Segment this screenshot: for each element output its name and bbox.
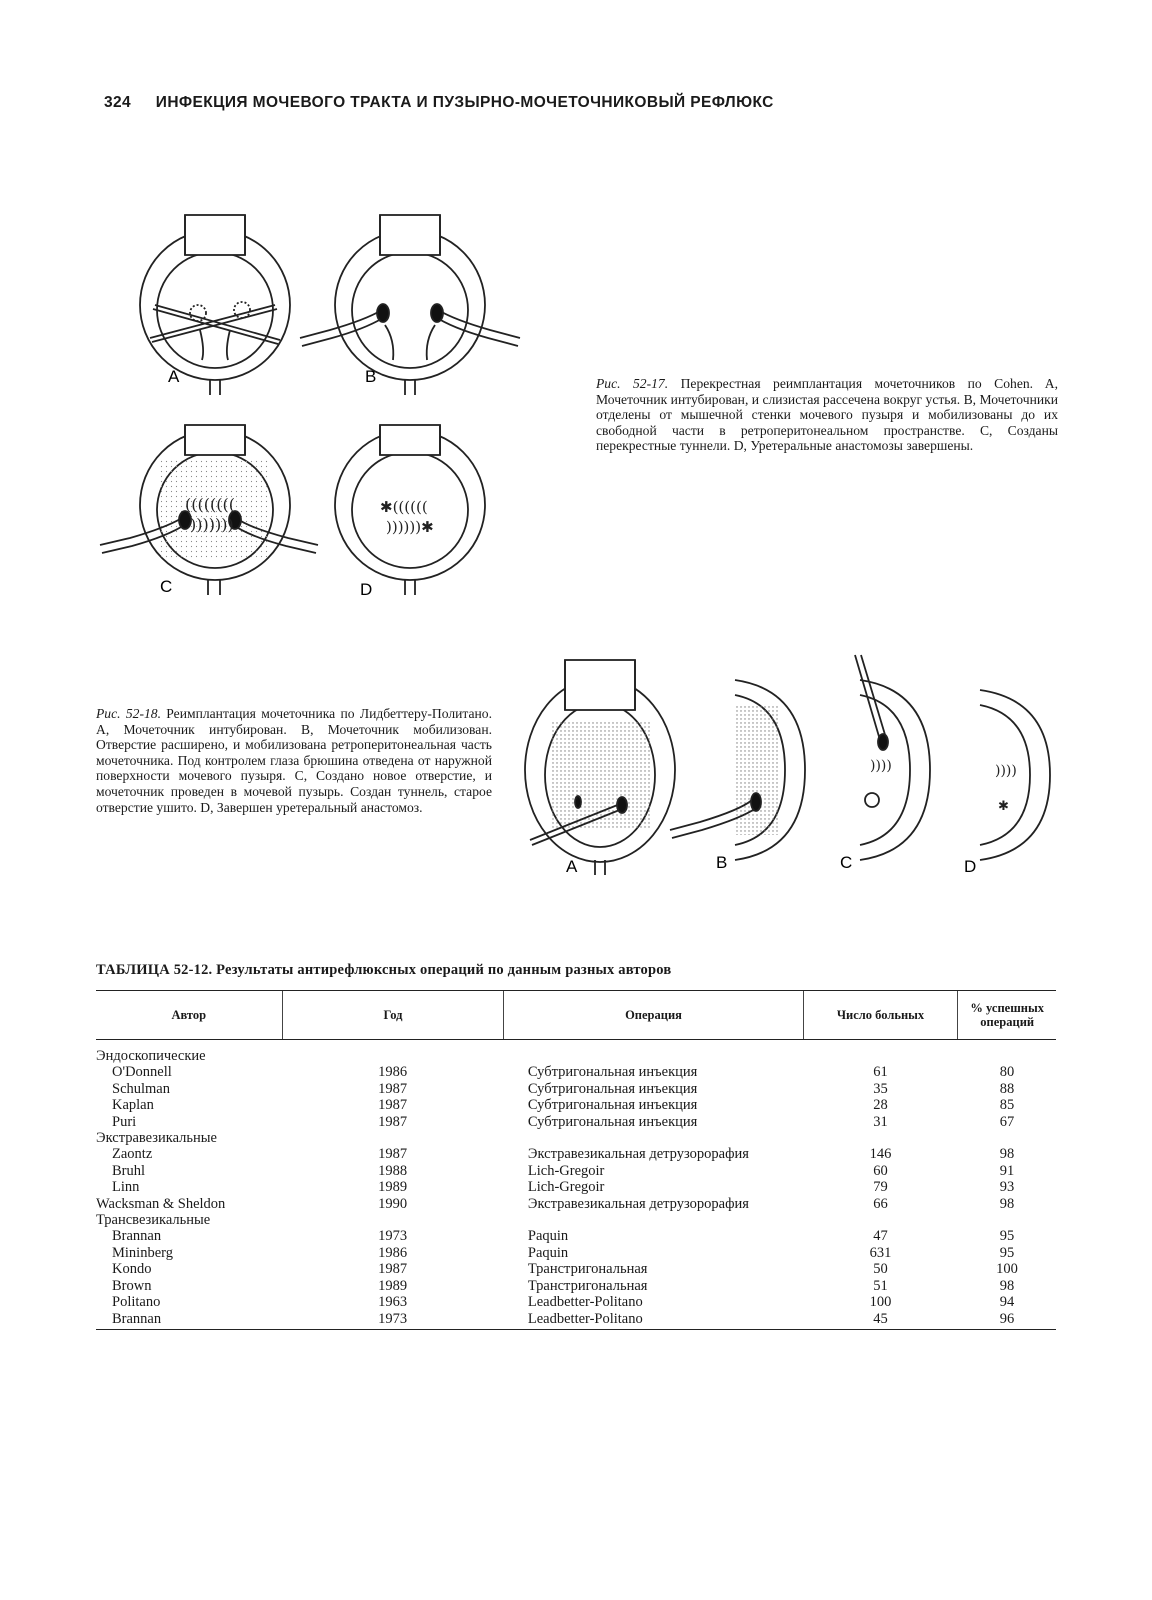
cell-author: Экстравезикальные [96, 1130, 217, 1147]
cell-operation: Leadbetter-Politano [527, 1294, 643, 1311]
cell-success [958, 1040, 1056, 1065]
table-title: ТАБЛИЦА 52-12. Результаты антирефлюксных операций по данным разных авторов [96, 962, 672, 978]
cell-year [282, 1040, 504, 1065]
cell-year [282, 1212, 504, 1228]
cell-author: Wacksman & Sheldon [96, 1195, 226, 1212]
cell-success: 88 [999, 1080, 1015, 1097]
cell-operation: Paquin [527, 1228, 569, 1245]
table-row [96, 1130, 1056, 1146]
cell-patients: 61 [873, 1064, 888, 1081]
table-row [96, 1311, 1056, 1330]
figure-52-17-caption [596, 376, 1058, 454]
svg-text:✱: ✱ [998, 799, 1009, 814]
header-author: Автор [96, 991, 282, 1040]
cell-author: Kaplan [112, 1097, 154, 1114]
cell-year: 1963 [378, 1294, 408, 1311]
cell-patients: 50 [873, 1261, 888, 1278]
table-header-row [96, 991, 1056, 1040]
figure-52-18 [520, 650, 1060, 880]
cell-success: 95 [999, 1244, 1015, 1261]
cell-success [958, 1212, 1056, 1228]
cell-success: 100 [996, 1261, 1018, 1278]
cell-operation: Транстригональная [527, 1277, 648, 1294]
cell-operation: Субтригональная инъекция [527, 1113, 698, 1130]
fig18-panel-c [855, 655, 930, 860]
fig17-panel-b [300, 215, 520, 395]
running-title: ИНФЕКЦИЯ МОЧЕВОГО ТРАКТА И ПУЗЫРНО-МОЧЕТОЧНИКОВЫЙ РЕФЛЮКС [155, 94, 774, 111]
cell-patients: 146 [869, 1146, 892, 1163]
figure-52-18-caption [96, 706, 492, 815]
cell-year: 1990 [378, 1195, 408, 1212]
cell-operation [504, 1130, 803, 1146]
fig18-panel-b [670, 680, 805, 860]
cell-author: Schulman [112, 1080, 170, 1097]
fig18-label-c: C [840, 853, 853, 872]
cell-year: 1987 [378, 1080, 408, 1097]
caption-text: Реимплантация мочеточника по Лидбеттеру-Политано. A, Мочеточник интубирован. B, Мочеточник мобилизован. Отверстие расширено, и мобилизована ретроперитонеальная часть мочеточника. Под контролем глаза брюшина отведена от наружной поверхности мочевого пузыря. C, Создано новое отверстие, и мочеточник проведен в мочевой пузырь. Создан туннель, старое отверстие ушито. D, Завершен уретеральный анастомоз. [96, 706, 493, 815]
cell-success: 98 [999, 1277, 1015, 1294]
cell-year: 1986 [378, 1244, 408, 1261]
cell-success: 94 [999, 1294, 1015, 1311]
cell-author: Bruhl [112, 1162, 146, 1179]
header-operation: Операция [504, 991, 803, 1040]
caption-label: Рис. 52-17. [596, 376, 669, 391]
cell-author: Трансвезикальные [96, 1212, 211, 1229]
fig17-label-d: D [360, 580, 373, 599]
cell-year: 1987 [378, 1261, 408, 1278]
cell-patients: 35 [873, 1080, 888, 1097]
cell-year: 1973 [282, 1311, 504, 1330]
cell-operation: Экстравезикальная детрузорорафия [527, 1146, 749, 1163]
figure-52-17 [90, 210, 530, 610]
table-row [96, 1040, 1056, 1065]
cell-author: Brannan [112, 1228, 162, 1245]
cell-operation [504, 1212, 803, 1228]
cell-author: Politano [112, 1294, 161, 1311]
table-row [96, 1212, 1056, 1228]
fig18-panel-a [525, 660, 675, 875]
table-row [96, 1146, 1056, 1162]
header-patients: Число больных [803, 991, 958, 1040]
table-row [96, 1278, 1056, 1294]
page-header [104, 94, 774, 112]
svg-text:✱((((((: ✱(((((( [380, 498, 428, 516]
cell-year: 1988 [378, 1162, 408, 1179]
fig18-label-a: A [566, 857, 578, 876]
cell-operation: Paquin [527, 1244, 569, 1261]
cell-success: 96 [958, 1311, 1056, 1330]
cell-patients: 100 [869, 1294, 892, 1311]
caption-label: Рис. 52-18. [96, 706, 161, 721]
cell-operation: Субтригональная инъекция [527, 1097, 698, 1114]
cell-success: 98 [999, 1146, 1015, 1163]
fig18-label-b: B [716, 853, 728, 872]
svg-text:)))): )))) [870, 758, 892, 774]
cell-patients: 60 [873, 1162, 888, 1179]
cell-patients [803, 1130, 958, 1146]
cell-author: Linn [112, 1179, 140, 1196]
table-row [96, 1261, 1056, 1277]
table-row [96, 1114, 1056, 1130]
fig17-label-c: C [160, 577, 173, 596]
cell-patients: 28 [873, 1097, 888, 1114]
cell-author: Brannan [96, 1311, 282, 1330]
cell-author: Kondo [112, 1261, 152, 1278]
fig17-panel-c [100, 425, 318, 595]
cell-operation: Lich-Gregoir [527, 1162, 605, 1179]
caption-text: Перекрестная реимплантация мочеточников по Cohen. A, Мочеточник интубирован, и слизистая рассечена вокруг устья. B, Мочеточники отделены от мышечной стенки мочевого пузыря и мобилизованы до их свободной части в ретроперитонеальном пространстве. C, Созданы перекрестные туннели. D, Уретеральные анастомозы завершены. [596, 376, 1058, 454]
svg-text:))))))✱: ))))))✱ [386, 518, 434, 536]
cell-operation: Leadbetter-Politano [504, 1311, 803, 1330]
cell-operation: Lich-Gregoir [527, 1179, 605, 1196]
fig18-label-d: D [964, 857, 977, 876]
table-row [96, 1064, 1056, 1080]
cell-operation [504, 1040, 803, 1065]
cell-patients: 51 [873, 1277, 888, 1294]
table-row [96, 1294, 1056, 1310]
fig17-panel-d [335, 425, 485, 595]
header-success: % успешных операций [958, 991, 1056, 1040]
svg-text:)))): )))) [995, 763, 1017, 779]
cell-success [958, 1130, 1056, 1146]
cell-author: Zaontz [112, 1146, 153, 1163]
cell-patients [803, 1040, 958, 1065]
fig17-panel-a [140, 215, 290, 395]
cell-year [282, 1130, 504, 1146]
table-row [96, 1196, 1056, 1212]
cell-patients: 47 [873, 1228, 888, 1245]
cell-success: 85 [999, 1097, 1015, 1114]
results-table [96, 990, 1056, 1330]
cell-patients: 79 [873, 1179, 888, 1196]
cell-year: 1986 [378, 1064, 408, 1081]
table-row [96, 1081, 1056, 1097]
cell-success: 95 [999, 1228, 1015, 1245]
cell-patients: 66 [873, 1195, 888, 1212]
cell-patients: 631 [869, 1244, 892, 1261]
cell-author: Puri [112, 1113, 137, 1130]
cell-year: 1989 [378, 1277, 408, 1294]
fig18-panel-d [980, 690, 1050, 860]
cell-author: O'Donnell [112, 1064, 172, 1081]
cell-year: 1987 [378, 1146, 408, 1163]
cell-success: 91 [999, 1162, 1015, 1179]
cell-success: 80 [999, 1064, 1015, 1081]
cell-year: 1987 [378, 1113, 408, 1130]
table-row [96, 1179, 1056, 1195]
cell-patients [803, 1212, 958, 1228]
cell-author: Эндоскопические [96, 1048, 206, 1064]
svg-text:((((((((: (((((((( [185, 495, 235, 514]
table-row [96, 1228, 1056, 1244]
cell-year: 1987 [378, 1097, 408, 1114]
fig17-label-a: A [168, 367, 180, 386]
svg-text:))))))): ))))))) [190, 515, 234, 534]
cell-author: Brown [112, 1277, 152, 1294]
table-row [96, 1097, 1056, 1113]
cell-success: 93 [999, 1179, 1015, 1196]
fig17-label-b: B [365, 367, 377, 386]
cell-operation: Транстригональная [527, 1261, 648, 1278]
cell-operation: Субтригональная инъекция [527, 1080, 698, 1097]
cell-patients: 31 [873, 1113, 888, 1130]
cell-year: 1989 [378, 1179, 408, 1196]
header-year: Год [282, 991, 504, 1040]
cell-success: 67 [999, 1113, 1015, 1130]
table-row [96, 1245, 1056, 1261]
cell-operation: Субтригональная инъекция [527, 1064, 698, 1081]
page-number: 324 [104, 94, 132, 111]
cell-year: 1973 [378, 1228, 408, 1245]
table-row [96, 1163, 1056, 1179]
cell-operation: Экстравезикальная детрузорорафия [527, 1195, 749, 1212]
cell-success: 98 [999, 1195, 1015, 1212]
cell-author: Mininberg [112, 1244, 173, 1261]
cell-patients: 45 [803, 1311, 958, 1330]
